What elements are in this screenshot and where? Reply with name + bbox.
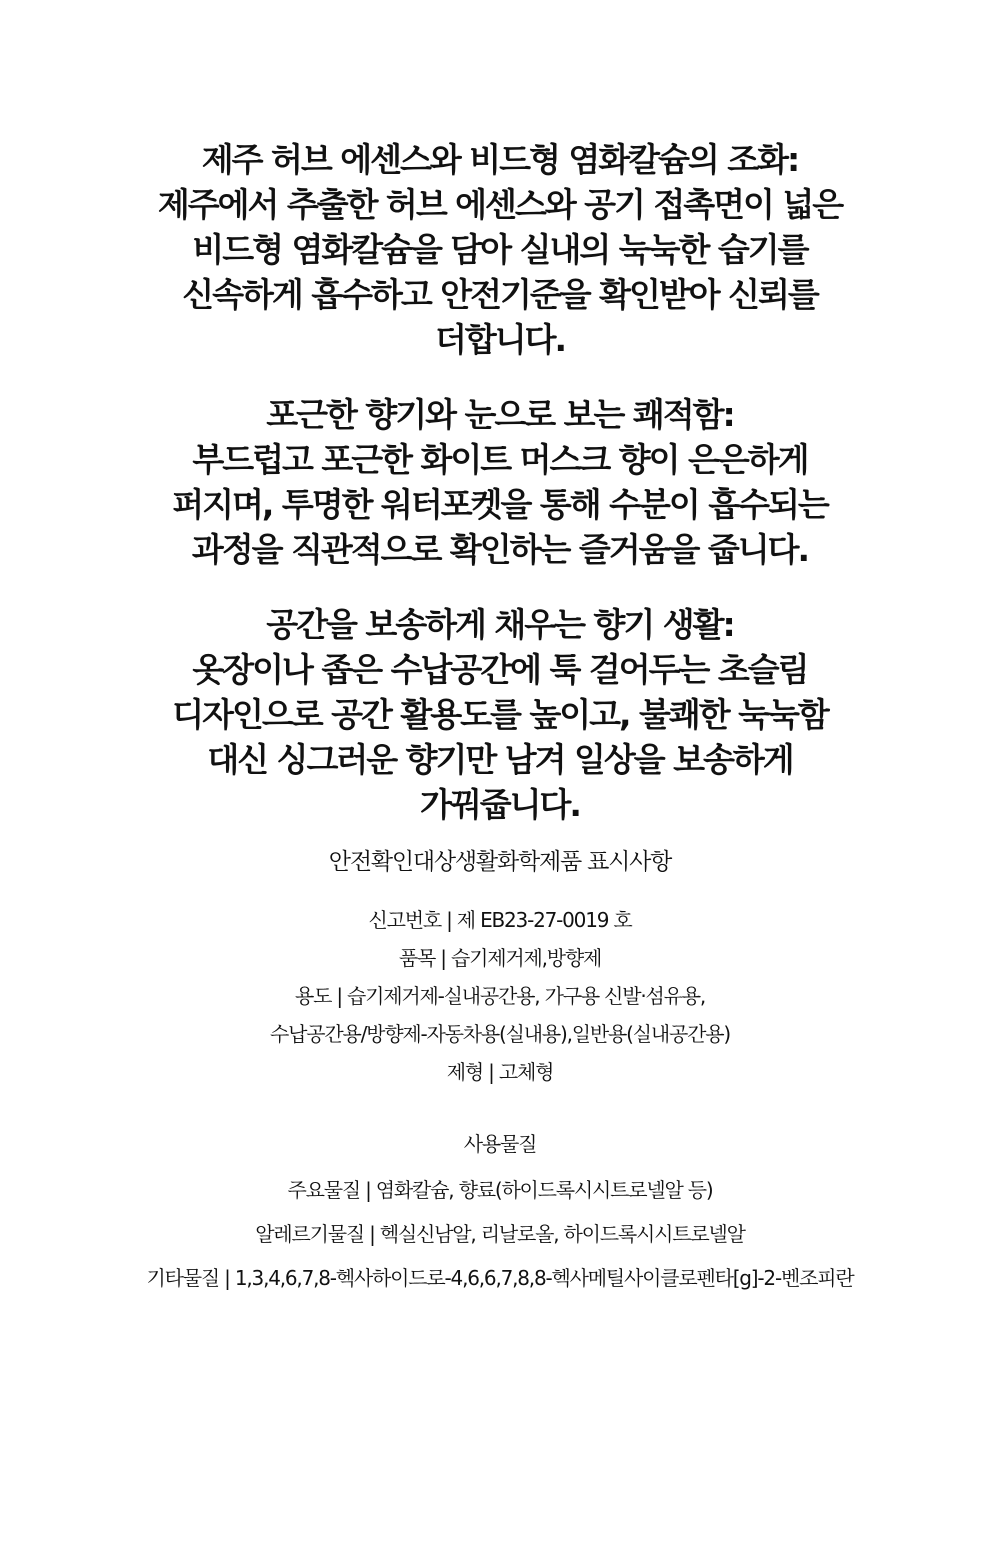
- report-number: 신고번호 | 제 EB23-27-0019 호: [368, 908, 632, 932]
- materials-heading: 사용물질: [463, 1132, 537, 1156]
- feature-title: 제주 허브 에센스와 비드형 염화칼슘의 조화:: [201, 140, 799, 179]
- feature-title: 포근한 향기와 눈으로 보는 쾌적함:: [266, 395, 734, 434]
- materials-section: [20, 1130, 980, 1308]
- feature-title: 공간을 보송하게 채우는 향기 생활:: [266, 605, 734, 644]
- product-category: 품목 | 습기제거제,방향제: [398, 946, 602, 970]
- feature-soft-scent: [60, 392, 940, 572]
- feature-space-fragrance: [60, 602, 940, 827]
- safety-label-heading: 안전확인대상생활화학제품 표시사항: [328, 849, 672, 875]
- product-usage-continued: 수납공간용/방향제-자동차용(실내용),일반용(실내공간용): [270, 1022, 730, 1046]
- feature-jeju-herb-essence: [60, 137, 940, 362]
- product-form: 제형 | 고체형: [446, 1060, 554, 1084]
- feature-text-line: 더합니다.: [434, 320, 566, 359]
- feature-text-line: 가꿔줍니다.: [420, 785, 580, 824]
- safety-label-section: [20, 848, 980, 1096]
- main-substances: 주요물질 | 염화칼슘, 향료(하이드록시시트로넬알 등): [287, 1178, 713, 1202]
- feature-text-line: 옷장이나 좁은 수납공간에 툭 걸어두는 초슬림: [192, 650, 808, 689]
- allergen-substances: 알레르기물질 | 헥실신남알, 리날로올, 하이드록시시트로넬알: [255, 1222, 745, 1246]
- other-substances: 기타물질 | 1,3,4,6,7,8-헥사하이드로-4,6,6,7,8,8-헥사메틸사이클로펜타[g]-2-벤조피란: [146, 1266, 854, 1290]
- feature-text-line: 신속하게 흡수하고 안전기준을 확인받아 신뢰를: [182, 275, 818, 314]
- feature-text-line: 대신 싱그러운 향기만 남겨 일상을 보송하게: [207, 740, 793, 779]
- feature-text-line: 부드럽고 포근한 화이트 머스크 향이 은은하게: [192, 440, 808, 479]
- feature-text-line: 퍼지며, 투명한 워터포켓을 통해 수분이 흡수되는: [172, 485, 828, 524]
- feature-text-line: 비드형 염화칼슘을 담아 실내의 눅눅한 습기를: [192, 230, 808, 269]
- feature-text-line: 과정을 직관적으로 확인하는 즐거움을 줍니다.: [191, 530, 809, 569]
- product-usage: 용도 | 습기제거제-실내공간용, 가구용 신발·섬유용,: [294, 984, 706, 1008]
- feature-text-line: 제주에서 추출한 허브 에센스와 공기 접촉면이 넓은: [157, 185, 843, 224]
- feature-text-line: 디자인으로 공간 활용도를 높이고, 불쾌한 눅눅함: [172, 695, 828, 734]
